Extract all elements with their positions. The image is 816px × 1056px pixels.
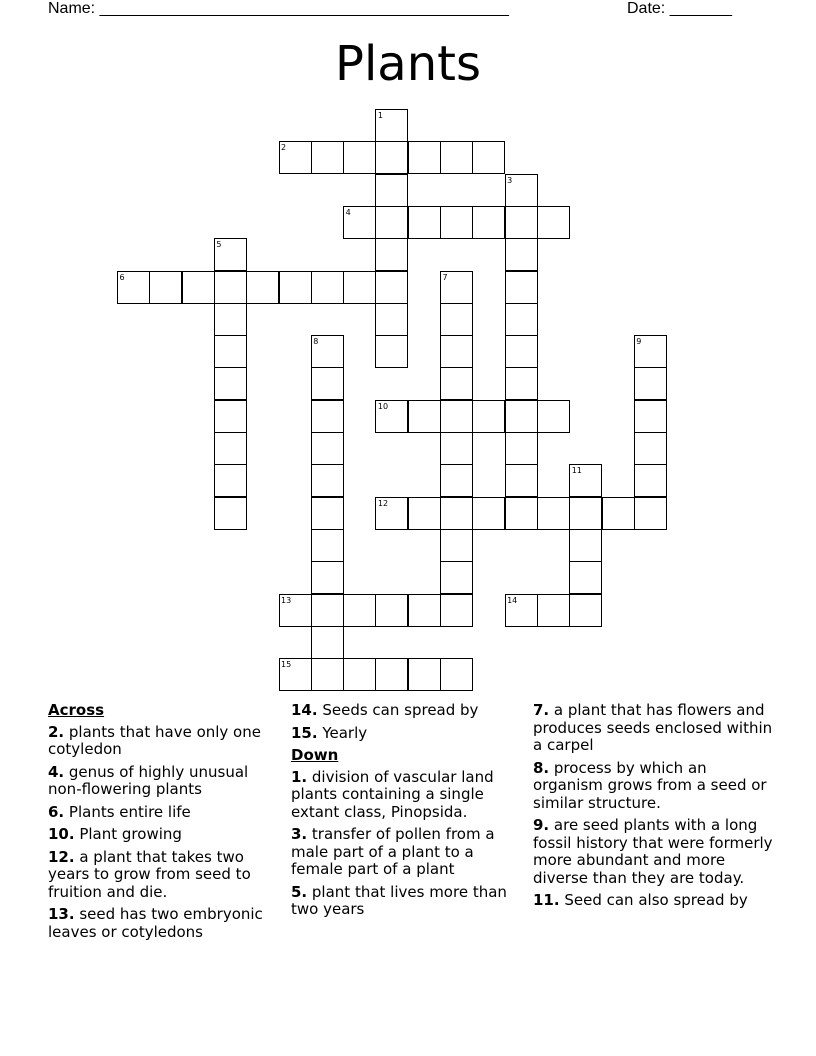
clue-number: 3. xyxy=(291,825,308,843)
across-heading: Across xyxy=(48,701,105,719)
crossword-cell[interactable] xyxy=(311,335,344,368)
clue-item xyxy=(48,826,280,844)
cell-number-2: 2 xyxy=(281,143,287,153)
clue-number: 6. xyxy=(48,802,65,821)
cell-number-4: 4 xyxy=(345,207,351,217)
crossword-cell[interactable] xyxy=(214,367,247,400)
crossword-cell[interactable] xyxy=(569,561,602,594)
clue-item xyxy=(533,760,773,813)
crossword-cell[interactable] xyxy=(472,497,505,530)
crossword-cell[interactable] xyxy=(505,303,538,336)
crossword-cell[interactable] xyxy=(311,658,344,691)
crossword-cell[interactable] xyxy=(343,594,376,627)
crossword-cell[interactable] xyxy=(505,367,538,400)
clue-text: seed has two embryonic leaves or cotyledons xyxy=(48,905,263,941)
clue-text: are seed plants with a long fossil history that were formerly more abundant and more diverse than they are today. xyxy=(533,816,773,887)
clue-number: 1. xyxy=(291,767,308,786)
crossword-cell[interactable] xyxy=(311,594,344,627)
crossword-cell[interactable] xyxy=(440,335,473,368)
crossword-cell[interactable] xyxy=(311,432,344,465)
crossword-cell[interactable] xyxy=(311,529,344,562)
date-field[interactable]: Date: _______ xyxy=(627,0,732,17)
crossword-cell[interactable] xyxy=(279,594,312,627)
crossword-cell[interactable] xyxy=(343,271,376,304)
clues-column-1 xyxy=(48,702,280,946)
crossword-cell[interactable] xyxy=(343,658,376,691)
crossword-cell[interactable] xyxy=(311,400,344,433)
clue-item xyxy=(533,892,773,910)
crossword-cell[interactable] xyxy=(408,594,441,627)
crossword-cell[interactable] xyxy=(311,367,344,400)
name-field[interactable]: Name: ______________________________________________ xyxy=(48,0,509,17)
clue-item xyxy=(291,884,523,919)
clue-text: Plant growing xyxy=(74,825,182,843)
crossword-cell[interactable] xyxy=(375,303,408,336)
page-title: Plants xyxy=(335,36,481,92)
crossword-cell[interactable] xyxy=(375,400,408,433)
clues-column-3 xyxy=(533,702,773,915)
crossword-cell[interactable] xyxy=(408,658,441,691)
clue-item xyxy=(48,804,280,822)
clue-text: transfer of pollen from a male part of a plant to a female part of a plant xyxy=(291,825,495,878)
cell-number-6: 6 xyxy=(119,272,125,282)
crossword-cell[interactable] xyxy=(569,464,602,497)
crossword-cell[interactable] xyxy=(279,141,312,174)
crossword-cell[interactable] xyxy=(214,271,247,304)
crossword-cell[interactable] xyxy=(472,206,505,239)
clues-column-2 xyxy=(291,702,523,924)
crossword-cell[interactable] xyxy=(375,141,408,174)
crossword-cell[interactable] xyxy=(440,658,473,691)
crossword-cell[interactable] xyxy=(117,271,150,304)
crossword-cell[interactable] xyxy=(375,174,408,207)
crossword-cell[interactable] xyxy=(537,206,570,239)
clue-item xyxy=(291,702,523,720)
crossword-cell[interactable] xyxy=(279,658,312,691)
clue-number: 14. xyxy=(291,701,318,719)
crossword-cell[interactable] xyxy=(375,335,408,368)
clue-text: division of vascular land plants containing a single extant class, Pinopsida. xyxy=(291,767,494,821)
crossword-cell[interactable] xyxy=(311,561,344,594)
crossword-cell[interactable] xyxy=(311,497,344,530)
clue-text: plants that have only one cotyledon xyxy=(48,722,261,758)
clue-item xyxy=(291,769,523,822)
clue-number: 9. xyxy=(533,816,550,834)
crossword-cell[interactable] xyxy=(505,497,538,530)
crossword-cell[interactable] xyxy=(375,238,408,271)
cell-number-11: 11 xyxy=(571,466,582,476)
cell-number-13: 13 xyxy=(281,595,292,605)
cell-number-8: 8 xyxy=(313,337,319,347)
clue-number: 10. xyxy=(48,825,75,843)
clue-item xyxy=(533,702,773,755)
clue-item xyxy=(291,725,523,743)
cell-number-15: 15 xyxy=(281,660,292,670)
crossword-cell[interactable] xyxy=(569,594,602,627)
cell-number-7: 7 xyxy=(442,272,448,282)
clue-text: Seed can also spread by xyxy=(559,891,748,909)
crossword-cell[interactable] xyxy=(505,335,538,368)
crossword-cell[interactable] xyxy=(634,432,667,465)
crossword-cell[interactable] xyxy=(569,497,602,530)
crossword-cell[interactable] xyxy=(440,271,473,304)
crossword-cell[interactable] xyxy=(214,335,247,368)
crossword-cell[interactable] xyxy=(634,400,667,433)
crossword-cell[interactable] xyxy=(408,206,441,239)
cell-number-3: 3 xyxy=(507,175,513,185)
clue-item xyxy=(48,764,280,799)
crossword-cell[interactable] xyxy=(311,271,344,304)
crossword-cell[interactable] xyxy=(440,529,473,562)
clue-text: Seeds can spread by xyxy=(317,701,479,719)
crossword-cell[interactable] xyxy=(214,432,247,465)
crossword-cell[interactable] xyxy=(472,141,505,174)
cell-number-5: 5 xyxy=(216,240,222,250)
crossword-cell[interactable] xyxy=(440,367,473,400)
crossword-cell[interactable] xyxy=(537,594,570,627)
crossword-cell[interactable] xyxy=(375,497,408,530)
clue-number: 2. xyxy=(48,722,65,741)
clue-text: process by which an organism grows from a seed or similar structure. xyxy=(533,758,767,812)
clue-text: a plant that has flowers and produces seeds enclosed within a carpel xyxy=(533,701,773,754)
crossword-cell[interactable] xyxy=(440,206,473,239)
crossword-cell[interactable] xyxy=(149,271,182,304)
crossword-cell[interactable] xyxy=(375,594,408,627)
clue-number: 7. xyxy=(533,701,550,719)
crossword-cell[interactable] xyxy=(602,497,635,530)
crossword-cell[interactable] xyxy=(182,271,215,304)
crossword-cell[interactable] xyxy=(634,367,667,400)
crossword-cell[interactable] xyxy=(440,303,473,336)
clue-text: Yearly xyxy=(317,723,368,742)
clue-number: 8. xyxy=(533,758,550,777)
clue-text: Plants entire life xyxy=(64,802,191,821)
crossword-cell[interactable] xyxy=(408,141,441,174)
crossword-cell[interactable] xyxy=(343,141,376,174)
crossword-cell[interactable] xyxy=(246,271,279,304)
clue-text: plant that lives more than two years xyxy=(291,882,507,918)
crossword-cell[interactable] xyxy=(505,432,538,465)
cell-number-12: 12 xyxy=(377,498,389,508)
clue-number: 5. xyxy=(291,882,308,901)
crossword-cell[interactable] xyxy=(440,432,473,465)
crossword-cell[interactable] xyxy=(537,497,570,530)
crossword-cell[interactable] xyxy=(375,658,408,691)
clue-number: 4. xyxy=(48,762,65,781)
clue-number: 15. xyxy=(291,723,318,742)
cell-number-1: 1 xyxy=(377,111,383,120)
crossword-cell[interactable] xyxy=(440,561,473,594)
crossword-cell[interactable] xyxy=(440,464,473,497)
crossword-cell[interactable] xyxy=(505,271,538,304)
clue-text: a plant that takes two years to grow from seed to fruition and die. xyxy=(48,847,251,901)
crossword-cell[interactable] xyxy=(505,238,538,271)
crossword-cell[interactable] xyxy=(214,497,247,530)
crossword-cell[interactable] xyxy=(505,206,538,239)
crossword-cell[interactable] xyxy=(214,400,247,433)
crossword-cell[interactable] xyxy=(634,335,667,368)
crossword-cell[interactable] xyxy=(311,626,344,659)
cell-number-14: 14 xyxy=(507,595,518,605)
clue-item xyxy=(48,849,280,902)
clue-item xyxy=(291,826,523,879)
crossword-cell[interactable] xyxy=(311,141,344,174)
crossword-cell[interactable] xyxy=(279,271,312,304)
crossword-cell[interactable] xyxy=(311,464,344,497)
crossword-cell[interactable] xyxy=(634,497,667,530)
clue-item xyxy=(533,817,773,887)
crossword-cell[interactable] xyxy=(375,109,408,142)
clue-item xyxy=(48,724,280,759)
clue-number: 13. xyxy=(48,905,75,923)
crossword-cell[interactable] xyxy=(634,464,667,497)
crossword-cell[interactable] xyxy=(440,497,473,530)
crossword-cell[interactable] xyxy=(569,529,602,562)
crossword-cell[interactable] xyxy=(440,141,473,174)
clue-text: genus of highly unusual non-flowering plants xyxy=(48,762,249,798)
crossword-cell[interactable] xyxy=(375,206,408,239)
crossword-cell[interactable] xyxy=(343,206,376,239)
cell-number-9: 9 xyxy=(636,337,642,347)
cell-number-10: 10 xyxy=(377,401,389,411)
crossword-cell[interactable] xyxy=(408,497,441,530)
crossword-cell[interactable] xyxy=(214,464,247,497)
crossword-cell[interactable] xyxy=(440,400,473,433)
down-heading: Down xyxy=(291,746,339,764)
crossword-cell[interactable] xyxy=(505,400,538,433)
crossword-cell[interactable] xyxy=(505,174,538,207)
crossword-cell[interactable] xyxy=(214,238,247,271)
crossword-cell[interactable] xyxy=(472,400,505,433)
crossword-cell[interactable] xyxy=(537,400,570,433)
crossword-cell[interactable] xyxy=(505,594,538,627)
crossword-cell[interactable] xyxy=(505,464,538,497)
crossword-cell[interactable] xyxy=(440,594,473,627)
clue-number: 12. xyxy=(48,847,75,866)
crossword-cell[interactable] xyxy=(408,400,441,433)
clue-item xyxy=(48,906,280,941)
crossword-cell[interactable] xyxy=(214,303,247,336)
clue-number: 11. xyxy=(533,891,560,909)
crossword-cell[interactable] xyxy=(375,271,408,304)
